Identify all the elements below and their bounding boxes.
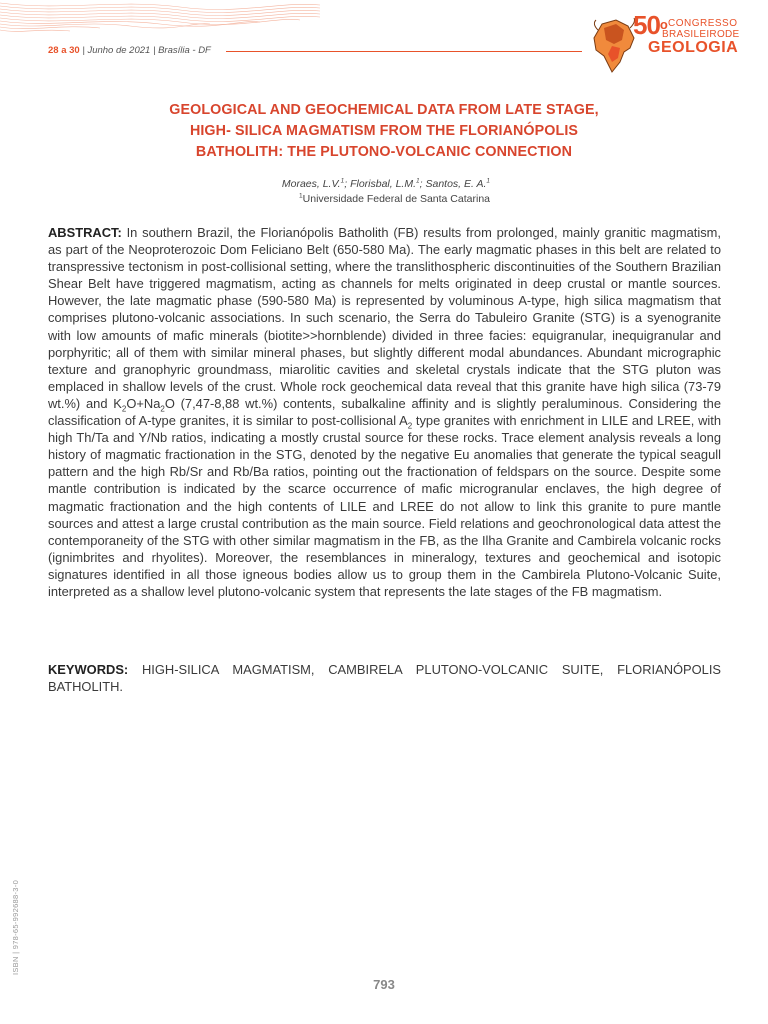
congress-logo	[586, 12, 762, 74]
keywords-label: KEYWORDS:	[48, 662, 129, 677]
logo-geologia-text: GEOLOGIA	[648, 39, 739, 56]
event-days: 28 a 30	[48, 45, 80, 56]
author-affiliation: $^1$Universidade Federal de Santa Catarina	[299, 192, 490, 205]
abstract-label: ABSTRACT:	[48, 225, 122, 240]
event-month: Junho de 2021	[87, 45, 151, 56]
brazil-map-icon	[590, 18, 638, 74]
keywords-text: HIGH-SILICA MAGMATISM, CAMBIRELA PLUTONO-VOLCANIC SUITE, FLORIANÓPOLIS BATHOLITH.	[48, 662, 721, 695]
paper-title	[100, 100, 668, 163]
separator: |	[152, 45, 159, 56]
paper-authors: Moraes, L.V.$^1$; Florisbal, L.M.$^1$; Santos, E. A.$^1$	[281, 177, 490, 190]
isbn-label: ISBN | 978-65-992688-3-0	[11, 879, 20, 975]
logo-brasileiro-text: BRASILEIRODE	[662, 29, 740, 40]
title-line: GEOLOGICAL AND GEOCHEMICAL DATA FROM LATE STAGE,	[169, 102, 599, 118]
title-line: BATHOLITH: THE PLUTONO-VOLCANIC CONNECTION	[195, 144, 573, 160]
logo-edition-number: 50$^o$	[633, 10, 667, 40]
header-divider	[226, 51, 582, 52]
title-line: HIGH- SILICA MAGMATISM FROM THE FLORIANÓPOLIS	[189, 123, 579, 139]
event-location: Brasília - DF	[158, 45, 211, 56]
keywords-section	[48, 661, 721, 695]
page-header	[0, 0, 768, 80]
event-dates	[48, 45, 211, 56]
abstract-section: ABSTRACT: In southern Brazil, the Florianópolis Batholith (FB) results from prolonged, mainly granitic magmatism, as part of the Neoproterozoic Dom Feliciano Belt (650-580 Ma). The early magmatic phases in this belt are related to transpressive tectonism in post-collisional setting, where the translithospheric discontinuities of the Southern Brazilian Shear Belt have triggered magmatism, acting as channels for melts originated in deep crustal or mantle sources. However, the late magmatic phase (590-580 Ma) is represented by voluminous A-type, high silica magmatism that comprises plutono-volcanic associations. In such scenario, the Serra do Tabuleiro Granite (STG) is a syenogranite with low amounts of mafic minerals (biotite>>hornblende) divided in three facies: equigranular, inequigranular and porphyritic; all of them with similar mineral phases, but slightly different modal abundances. Abundant micrographic texture and granophyric groundmass, miarolitic cavities and skeletal crystals indicate that the STG pluton was emplaced in shallow levels of the crust. Whole rock geochemical data reveal that this granite have high silica (73-79 wt.%) and $K_2O+Na_2O$ (7,47-8,88 wt.%) contents, subalkaline affinity and is slightly peraluminous. Considering the classification of A-type granites, it is similar to post-collisional $A_2$ type granites with enrichment in LILE and LREE, with high Th/Ta and Y/Nb ratios, indicating a mostly crustal source for these rocks. Trace element analysis reveals a long history of magmatic fractionation in the STG, denoted by the negative Eu anomalies that generate the typical seagull pattern and the high Rb/Sr and Rb/Ba ratios, pointing out the fractionation of feldspars on the source. Despite some mantle contribution is indicated by the scarce occurrence of mafic microgranular enclaves, the high degree of magmatic fractionation and the high contents of LILE and LREE do not allow to link this granite to pure mantle sources and attest a large crustal contribution as the main source. Field relations and geochronological data attest the contemporaneity of the STG with other similar magmatism in the FB, as the Ilha Granite and Cambirela volcanic rocks (ignimbrites and rhyolites). Moreover, the resemblances in mineralogy, textures and geochemical and isotopic signatures identified in all those igneous bodies allow us to group them in the Cambirela Plutono-Volcanic Suite, interpreted as a shallow level plutono-volcanic system that represents the late stages of the FB magmatism.	[48, 225, 721, 599]
page-number: 793	[373, 977, 395, 992]
separator: |	[82, 45, 88, 56]
logo-congresso-text: CONGRESSO	[668, 18, 738, 29]
decorative-wave-lines	[0, 0, 320, 45]
abstract-text: In southern Brazil, the Florianópolis Batholith (FB) results from prolonged, mainly granitic magmatism, as part of the Neoproterozoic Dom Feliciano Belt (650-580 Ma). The early magmatic phases in this belt are related to transpressive tectonism in post-collisional setting, where the translithospheric discontinuities of the Southern Brazilian Shear Belt have triggered magmatism, acting as channels for melts originated in deep crustal or mantle sources. However, the late magmatic phase (590-580 Ma) is represented by voluminous A-type, high silica magmatism that comprises plutono-volcanic associations. In such scenario, the Serra do Tabuleiro Granite (STG) is a syenogranite with low amounts of mafic minerals (biotite>>hornblende) divided in three facies: equigranular, inequigranular and porphyritic; all of them with similar mineral phases, but slightly different modal abundances. Abundant micrographic texture and granophyric groundmass, miarolitic cavities and skeletal crystals indicate that the STG pluton was emplaced in shallow levels of the crust. Whole rock geochemical data reveal that this granite have high silica (73-79 wt.%) and K	[48, 225, 721, 411]
